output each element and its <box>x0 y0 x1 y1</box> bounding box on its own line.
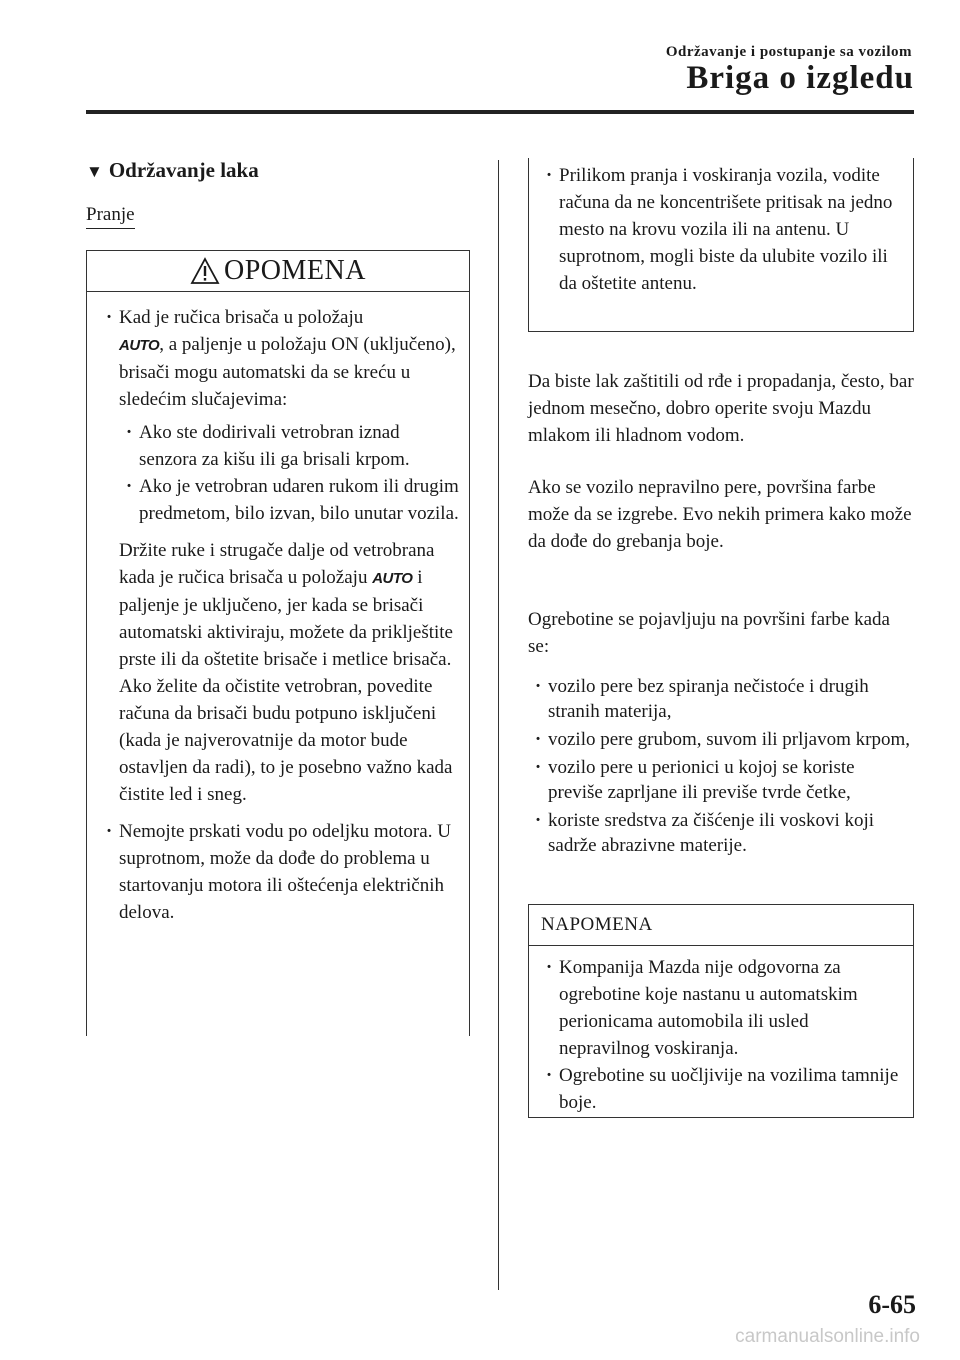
warning-box <box>86 250 470 1036</box>
warning-body <box>87 292 469 926</box>
body-paragraph: Ako se vozilo nepravilno pere, površina farbe može da se izgrebe. Evo nekih primera kako može da dođe do grebanja boje. <box>528 477 912 552</box>
body-paragraph: Da biste lak zaštitili od rđe i propadanja, često, bar jednom mesečno, dobro operite svoju Mazdu mlakom ili hladnom vodom. <box>528 371 914 446</box>
sub-list <box>99 419 459 527</box>
bullet: · <box>105 307 113 328</box>
page-number: 6-65 <box>868 1290 916 1319</box>
body-paragraph: Ogrebotine se pojavljuju na površini farbe kada se: <box>528 609 890 657</box>
list-item: · vozilo pere bez spiranja nečistoće i drugih stranih materija, <box>528 674 914 724</box>
clean-paragraph: Ako želite da očistite vetrobran, povedite računa da brisači budu potpuno isključeni (kada je najverovatnije da motor bude ostavljen da radi), to je posebno važno kada čistite led i sneg. <box>119 676 453 805</box>
auto-position-icon: AUTO <box>372 570 413 587</box>
note-box <box>528 904 914 1118</box>
list-item: · Nemojte prskati vodu po odeljku motora. U suprotnom, može da dođe do problema u startovanju motora ili oštećenja električnih delova. <box>99 818 459 926</box>
column-divider <box>498 160 499 1290</box>
bullet: · <box>105 821 113 842</box>
bullet: · <box>125 476 133 497</box>
note-body <box>529 946 913 1116</box>
page-title: Briga o izgledu <box>686 60 914 96</box>
chapter-label: Održavanje i postupanje sa vozilom <box>665 44 912 60</box>
note-header: NAPOMENA <box>529 905 913 946</box>
list-item: · Ogrebotine su uočljivije na vozilima tamnije boje. <box>539 1062 903 1116</box>
sub-heading: Pranje <box>86 204 135 229</box>
bullet: · <box>534 757 542 778</box>
section-heading-text: Održavanje laka <box>108 158 259 182</box>
bullet: · <box>534 729 542 750</box>
bullet: · <box>545 1065 553 1086</box>
bullet: · <box>534 676 542 697</box>
triangle-marker-icon: ▼ <box>86 162 103 181</box>
bullet: · <box>125 422 133 443</box>
list-item: · Kompanija Mazda nije odgovorna za ogrebotine koje nastanu u automatskim perionicama automobila ili usled nepravilnog voskiranja. <box>539 954 903 1062</box>
list-item: · Prilikom pranja i voskiranja vozila, vodite računa da ne koncentrišete pritisak na jedno mesto na krovu vozila ili na antenu. U suprotnom, mogli biste da ulubite vozilo ili da oštetite antenu. <box>539 162 903 297</box>
warning-header <box>87 251 469 292</box>
scratch-causes-list <box>528 674 914 861</box>
warning-title: OPOMENA <box>224 255 366 286</box>
list-item: · Ako je vetrobran udaren rukom ili drugim predmetom, bilo izvan, bilo unutar vozila. <box>119 473 459 527</box>
list-item: · vozilo pere grubom, suvom ili prljavom krpom, <box>528 727 914 752</box>
list-item: · Kad je ručica brisača u položaju AUTO, a paljenje u položaju ON (uključeno), brisači mogu automatski da se kreću u sledećim slučajevima: <box>99 304 459 413</box>
bullet: · <box>534 810 542 831</box>
bullet: · <box>545 957 553 978</box>
auto-position-icon: AUTO <box>119 337 160 354</box>
list-item: · koriste sredstva za čišćenje ili voskovi koji sadrže abrazivne materije. <box>528 808 914 858</box>
list-item: · Ako ste dodirivali vetrobran iznad senzora za kišu ili ga brisali krpom. <box>119 419 459 473</box>
warning-triangle-icon <box>190 257 220 285</box>
list-item: · vozilo pere u perionici u kojoj se koriste previše zaprljane ili previše tvrde četke, <box>528 755 914 805</box>
bullet: · <box>545 165 553 186</box>
section-heading <box>86 158 259 183</box>
header-rule <box>86 110 914 114</box>
warning-continuation-box <box>528 158 914 332</box>
hold-paragraph: Držite ruke i strugače dalje od vetrobrana kada je ručica brisača u položaju AUTO i paljenje je uključeno, jer kada se brisači automatski aktiviraju, možete da prikljеštite prste ili da oštetite brisače i metlice brisača. <box>119 540 453 670</box>
watermark: carmanualsonline.info <box>735 1326 920 1347</box>
